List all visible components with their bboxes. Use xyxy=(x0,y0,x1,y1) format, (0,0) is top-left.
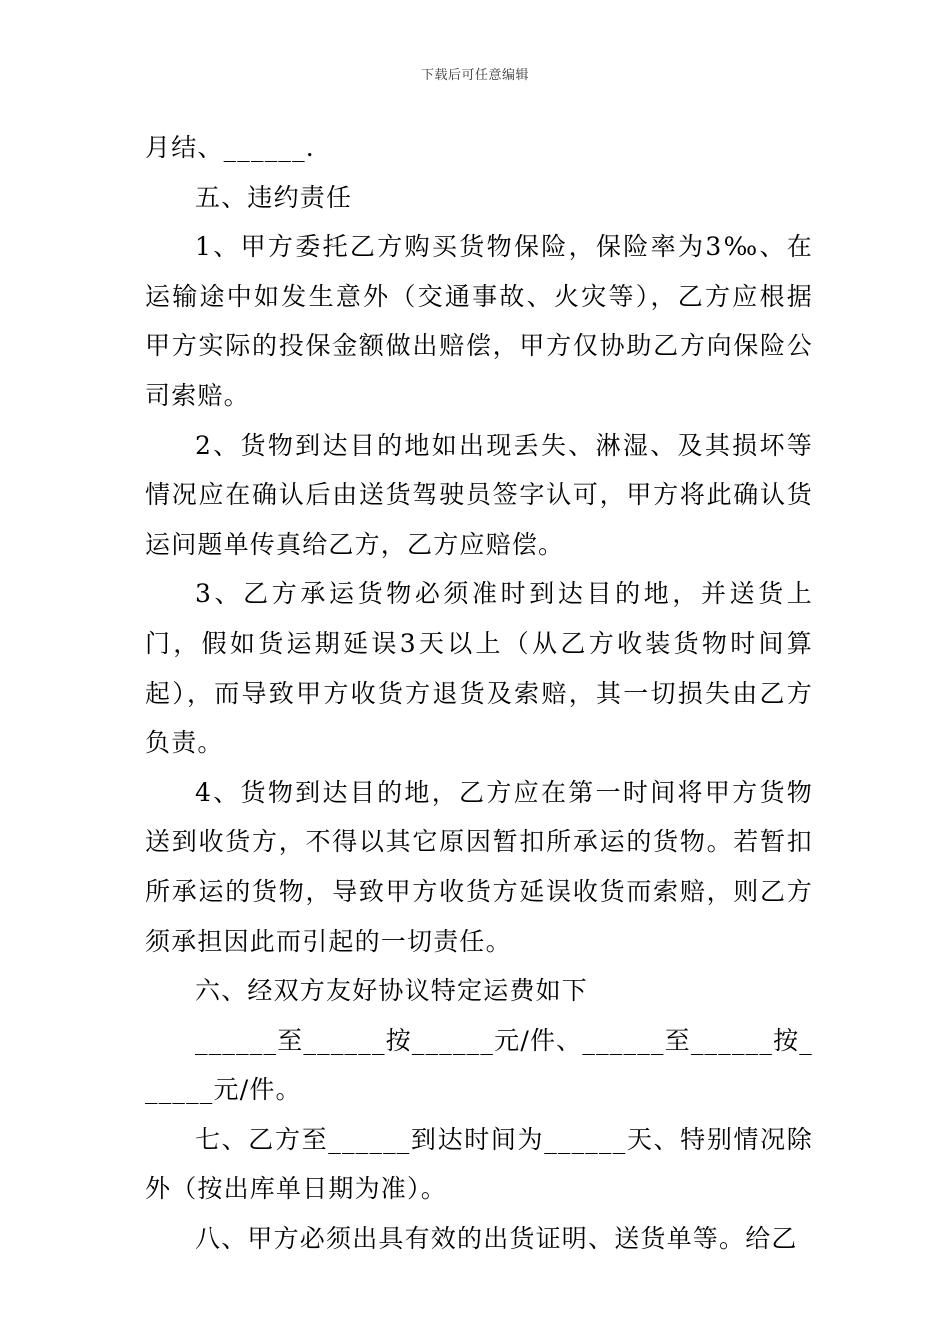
section-shipping-proof: 八、甲方必须出具有效的出货证明、送货单等。给乙 xyxy=(195,1224,798,1254)
paragraph-payment-term: 月结、______. xyxy=(145,133,315,162)
section-heading-breach-liability: 五、违约责任 xyxy=(195,182,353,212)
clause-delivery-delay: 3、乙方承运货物必须准时到达目的地，并送货上门，假如货运期延误3天以上（从乙方收装货物时间算起），而导致甲方收货方退货及索赔，其一切损失由乙方负责。 xyxy=(145,579,813,758)
section-arrival-time: 七、乙方至______到达时间为______天、特别情况除外（按出库单日期为准）。 xyxy=(145,1124,813,1204)
document-body xyxy=(145,123,813,1264)
freight-rate-line: ______至______按______元/件、______至______按______元/件。 xyxy=(145,1025,813,1105)
clause-detention-of-goods: 4、货物到达目的地，乙方应在第一时间将甲方货物送到收货方，不得以其它原因暂扣所承运的货物。若暂扣所承运的货物，导致甲方收货方延误收货而索赔，则乙方须承担因此而引起的一切责任。 xyxy=(145,777,813,956)
page-header-note: 下载后可任意编辑 xyxy=(420,68,529,83)
section-heading-freight-rates: 六、经双方友好协议特定运费如下 xyxy=(195,976,589,1006)
clause-insurance: 1、甲方委托乙方购买货物保险，保险率为3‰、在运输途中如发生意外（交通事故、火灾等），乙方应根据甲方实际的投保金额做出赔偿，甲方仅协助乙方向保险公司索赔。 xyxy=(145,232,813,410)
clause-loss-damage: 2、货物到达目的地如出现丢失、淋湿、及其损坏等情况应在确认后由送货驾驶员签字认可，甲方将此确认货运问题单传真给乙方，乙方应赔偿。 xyxy=(145,430,813,559)
